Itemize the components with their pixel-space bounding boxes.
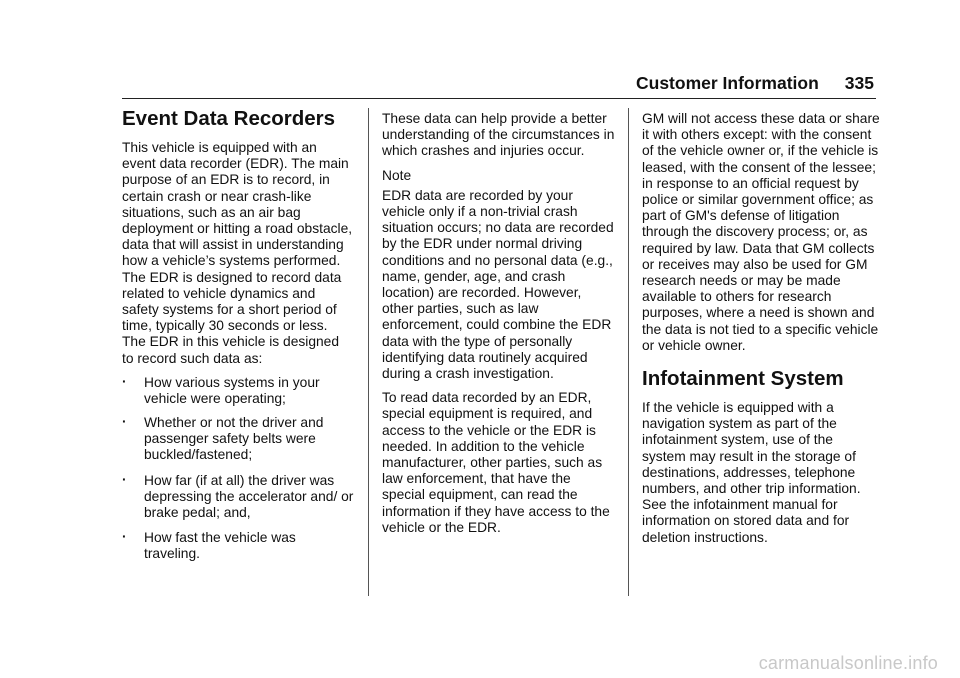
note-label: Note (382, 167, 412, 183)
header-rule (122, 98, 876, 99)
edr-access-paragraph: To read data recorded by an EDR, special equipment is required, and access to the vehicle or the EDR is needed. In addition to the vehicle manufacturer, other parties, such as law enforcement, that have the special equipment, can read the information if they have access to the vehicle or the EDR. (382, 390, 610, 535)
infotainment-paragraph: If the vehicle is equipped with a navigation system as part of the infotainment system, use of the system may result in the storage of destinations, addresses, telephone numbers, and other trip information. See the infotainment manual for information on stored data and for deletion instructions. (642, 400, 861, 545)
column-2 (382, 111, 616, 544)
column-1 (122, 106, 354, 589)
gm-access-paragraph: GM will not access these data or share it with others except: with the consent of the vehicle owner or, if the vehicle is leased, with the consent of the lessee; in response to an official request by police or similar government office; as part of GM's defense of litigation through the discovery process; or, as required by law. Data that GM collects or receives may also be used for GM research needs or may be made available to others for research purposes, where a need is shown and the data is not tied to a specific vehicle or vehicle owner. (642, 111, 880, 353)
page-number: 335 (844, 73, 874, 93)
page-header (122, 70, 874, 96)
bullet-icon: · (122, 528, 127, 544)
watermark: carmanualsonline.info (758, 653, 938, 673)
section-heading-edr: Event Data Recorders (122, 107, 336, 130)
list-item: · How far (if at all) the driver was depressing the accelerator and/ or brake pedal; and, (122, 471, 354, 521)
note-paragraph: EDR data are recorded by your vehicle only if a non-trivial crash situation occurs; no data are recorded by the EDR under normal driving conditions and no personal data (e.g., name, gender, age, and crash location) are recorded. However, other parties, such as law enforcement, could combine the EDR data with the type of personally identifying data routinely acquired during a crash investigation. (382, 187, 614, 382)
column-divider-1 (368, 108, 369, 596)
section-heading-infotainment: Infotainment System (642, 367, 844, 391)
list-item: · How fast the vehicle was traveling. (122, 528, 296, 562)
column-divider-2 (628, 108, 629, 596)
bullet-icon: · (122, 373, 127, 389)
edr-purpose-paragraph: These data can help provide a better understanding of the circumstances in which crashes and injuries occur. (382, 111, 615, 159)
bullet-icon: · (122, 471, 127, 487)
list-item: · How various systems in your vehicle were operating; (122, 373, 320, 407)
edr-data-list (122, 375, 354, 589)
edr-intro-paragraph: This vehicle is equipped with an event data recorder (EDR). The main purpose of an EDR is to record, in certain crash or near crash-like situations, such as an air bag deployment or hitting a road obstacle, data that will assist in understanding how a vehicle’s systems performed. The EDR is designed to record data related to vehicle dynamics and safety systems for a short period of time, typically 30 seconds or less. The EDR in this vehicle is designed to record such data as: (122, 140, 353, 366)
bullet-icon: · (122, 413, 127, 429)
section-title: Customer Information (636, 73, 819, 93)
list-item: · Whether or not the driver and passenger safety belts were buckled/fastened; (122, 413, 324, 463)
column-3 (642, 111, 880, 554)
